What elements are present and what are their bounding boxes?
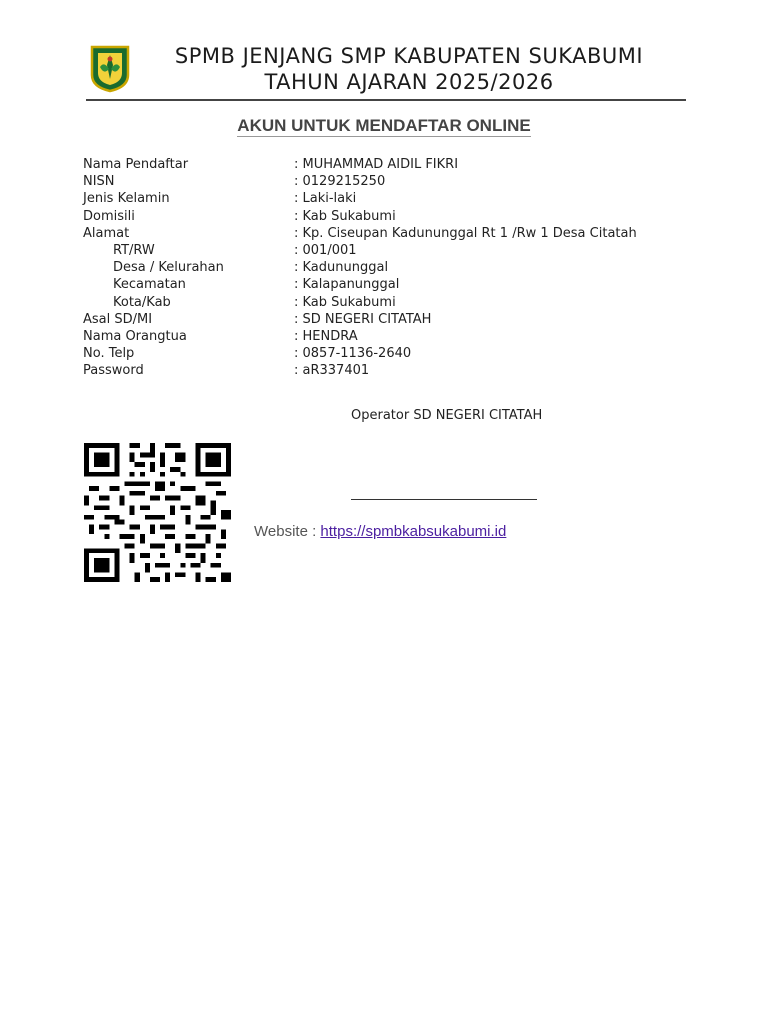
field-label: Desa / Kelurahan — [113, 260, 224, 276]
field-value: : SD NEGERI CITATAH — [294, 311, 432, 327]
field-label: Nama Orangtua — [83, 328, 187, 344]
title-line-1: SPMB JENJANG SMP KABUPATEN SUKABUMI — [174, 44, 644, 68]
field-label: NISN — [83, 174, 115, 190]
field-label: Asal SD/MI — [83, 311, 153, 327]
field-value: : MUHAMMAD AIDIL FIKRI — [294, 157, 459, 172]
field-label: Password — [83, 363, 144, 379]
field-value: : Kalapanunggal — [294, 277, 400, 293]
field-value: : aR337401 — [294, 363, 370, 379]
website-line — [254, 523, 506, 540]
field-value: : Kab Sukabumi — [294, 208, 396, 224]
sukabumi-emblem-icon — [90, 45, 130, 93]
field-label: Kecamatan — [113, 277, 186, 293]
field-value: : Kp. Ciseupan Kadununggal Rt 1 /Rw 1 Desa Citatah — [294, 225, 637, 241]
page-title — [150, 43, 668, 95]
field-value: : HENDRA — [294, 328, 358, 344]
field-value: : 0129215250 — [294, 174, 386, 190]
field-label: RT/RW — [113, 242, 155, 258]
field-label: Kota/Kab — [113, 294, 171, 310]
operator-signature-label: Operator SD NEGERI CITATAH — [351, 408, 543, 423]
field-label: No. Telp — [83, 346, 135, 362]
field-value: : Kadununggal — [294, 260, 389, 276]
section-heading — [0, 116, 768, 136]
field-value: : 001/001 — [294, 242, 357, 258]
website-link[interactable]: https://spmbkabsukabumi.id — [320, 523, 507, 540]
field-label: Domisili — [83, 208, 135, 224]
website-label: Website : — [254, 523, 321, 540]
field-label: Jenis Kelamin — [83, 191, 170, 207]
header-divider — [86, 99, 686, 101]
field-value: : Kab Sukabumi — [294, 294, 396, 310]
signature-line — [351, 499, 537, 500]
qr-code-icon — [84, 443, 231, 582]
section-heading-text: AKUN UNTUK MENDAFTAR ONLINE — [237, 116, 531, 135]
title-line-2: TAHUN AJARAN 2025/2026 — [264, 70, 554, 94]
field-label: Nama Pendaftar — [83, 157, 189, 172]
field-label: Alamat — [83, 225, 130, 241]
field-value: : 0857-1136-2640 — [294, 346, 412, 362]
field-value: : Laki-laki — [294, 191, 357, 207]
